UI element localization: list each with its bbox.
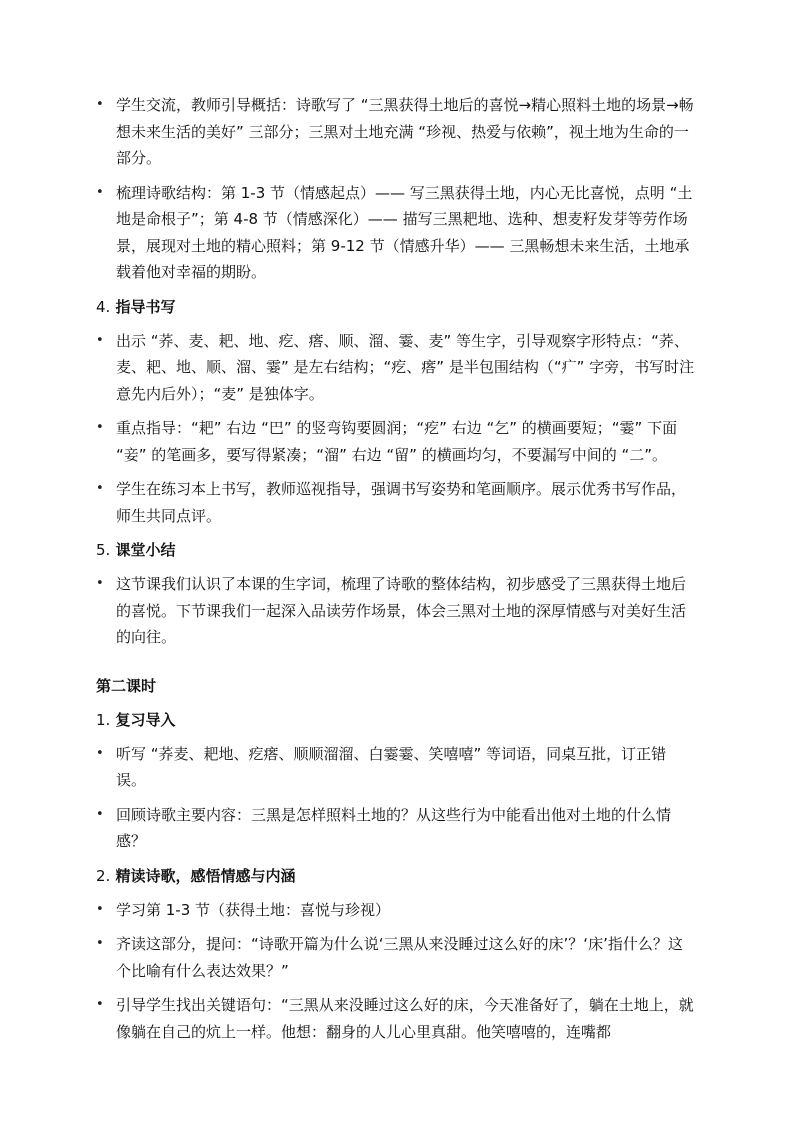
bullet-item <box>96 180 696 286</box>
bullet-item <box>96 931 696 984</box>
bullet-icon: • <box>96 806 104 822</box>
section-title: 精读诗歌，感悟情感与内涵 <box>115 866 296 885</box>
bullet-text: 齐读这部分，提问：“诗歌开篇为什么说‘三黑从来没睡过这么好的床’？‘床’指什么？这个比喻有什么表达效果？” <box>116 935 683 980</box>
bullet-item <box>96 92 696 172</box>
bullet-item <box>96 476 696 529</box>
bullet-text: 这节课我们认识了本课的生字词，梳理了诗歌的整体结构，初步感受了三黑获得土地后的喜悦。下节课我们一起深入品读劳作场景，体会三黑对土地的深厚情感与对美好生活的向往。 <box>116 575 687 646</box>
section-heading <box>96 863 696 889</box>
section-number: 1. <box>96 710 111 729</box>
section-number: 2. <box>96 866 111 885</box>
bullet-icon: • <box>96 420 104 435</box>
bullet-icon: • <box>96 97 104 112</box>
section-heading <box>96 537 696 563</box>
lesson-title: 第二课时 <box>96 676 157 695</box>
section-number: 5. <box>96 541 111 559</box>
document-page <box>96 92 696 1053</box>
bullet-item <box>96 571 696 651</box>
bullet-item <box>96 415 696 468</box>
bullet-text: 学生交流，教师引导概括：诗歌写了 “三黑获得土地后的喜悦→精心照料土地的场景→畅想未来生活的美好” 三部分；三黑对土地充满 “珍视、热爱与依赖”，视土地为生命的一部分。 <box>116 96 694 167</box>
section-title: 复习导入 <box>115 710 176 729</box>
bullet-text: 学习第 1-3 节（获得土地：喜悦与珍视） <box>116 900 391 919</box>
bullet-text: 引导学生找出关键语句：“三黑从来没睡过这么好的床，今天准备好了，躺在土地上，就像躺在自己的炕上一样。他想：翻身的人儿心里真甜。他笑嘻嘻的，连嘴都 <box>116 996 694 1041</box>
bullet-icon: • <box>96 184 104 200</box>
bullet-icon: • <box>96 481 104 496</box>
bullet-text: 学生在练习本上书写，教师巡视指导，强调书写姿势和笔画顺序。展示优秀书写作品，师生共同点评。 <box>116 480 687 525</box>
section-number: 4. <box>96 297 111 316</box>
bullet-item <box>96 328 696 408</box>
section-title: 指导书写 <box>115 297 176 316</box>
bullet-icon: • <box>96 901 104 917</box>
bullet-text: 出示 “荞、麦、耙、地、疙、瘩、顺、溜、霎、麦” 等生字，引导观察字形特点：“荞、麦、耙、地、顺、溜、霎” 是左右结构；“疙、瘩” 是半包围结构（“疒” 字旁，书写时注意先内后外）；“麦” 是独体字。 <box>116 331 695 403</box>
bullet-item <box>96 992 696 1045</box>
bullet-item <box>96 897 696 924</box>
bullet-icon: • <box>96 576 104 591</box>
bullet-icon: • <box>96 745 104 761</box>
bullet-item <box>96 741 696 794</box>
bullet-icon: • <box>96 936 104 951</box>
bullet-icon: • <box>96 997 104 1012</box>
bullet-text: 听写 “荞麦、耙地、疙瘩、顺顺溜溜、白霎霎、笑嘻嘻” 等词语，同桌互批，订正错误。 <box>116 744 667 789</box>
bullet-item <box>96 802 696 855</box>
bullet-text: 回顾诗歌主要内容：三黑是怎样照料土地的？从这些行为中能看出他对土地的什么情感？ <box>116 805 672 850</box>
section-title: 课堂小结 <box>115 541 176 559</box>
bullet-text: 重点指导：“耙” 右边 “巴” 的竖弯钩要圆润；“疙” 右边 “乞” 的横画要短；“霎” 下面 “妾” 的笔画多，要写得紧凑；“溜” 右边 “留” 的横画均匀，不要漏写中间的 “二”。 <box>116 419 678 464</box>
section-heading <box>96 707 696 733</box>
section-heading <box>96 294 696 320</box>
bullet-icon: • <box>96 332 104 348</box>
bullet-text: 梳理诗歌结构：第 1-3 节（情感起点）—— 写三黑获得土地，内心无比喜悦，点明 “土地是命根子”；第 4-8 节（情感深化）—— 描写三黑耙地、选种、想麦籽发芽等劳作场景，展现对土地的精心照料；第 9-12 节（情感升华）—— 三黑畅想未来生活，土地承载着他对幸福的期盼。 <box>116 183 693 281</box>
